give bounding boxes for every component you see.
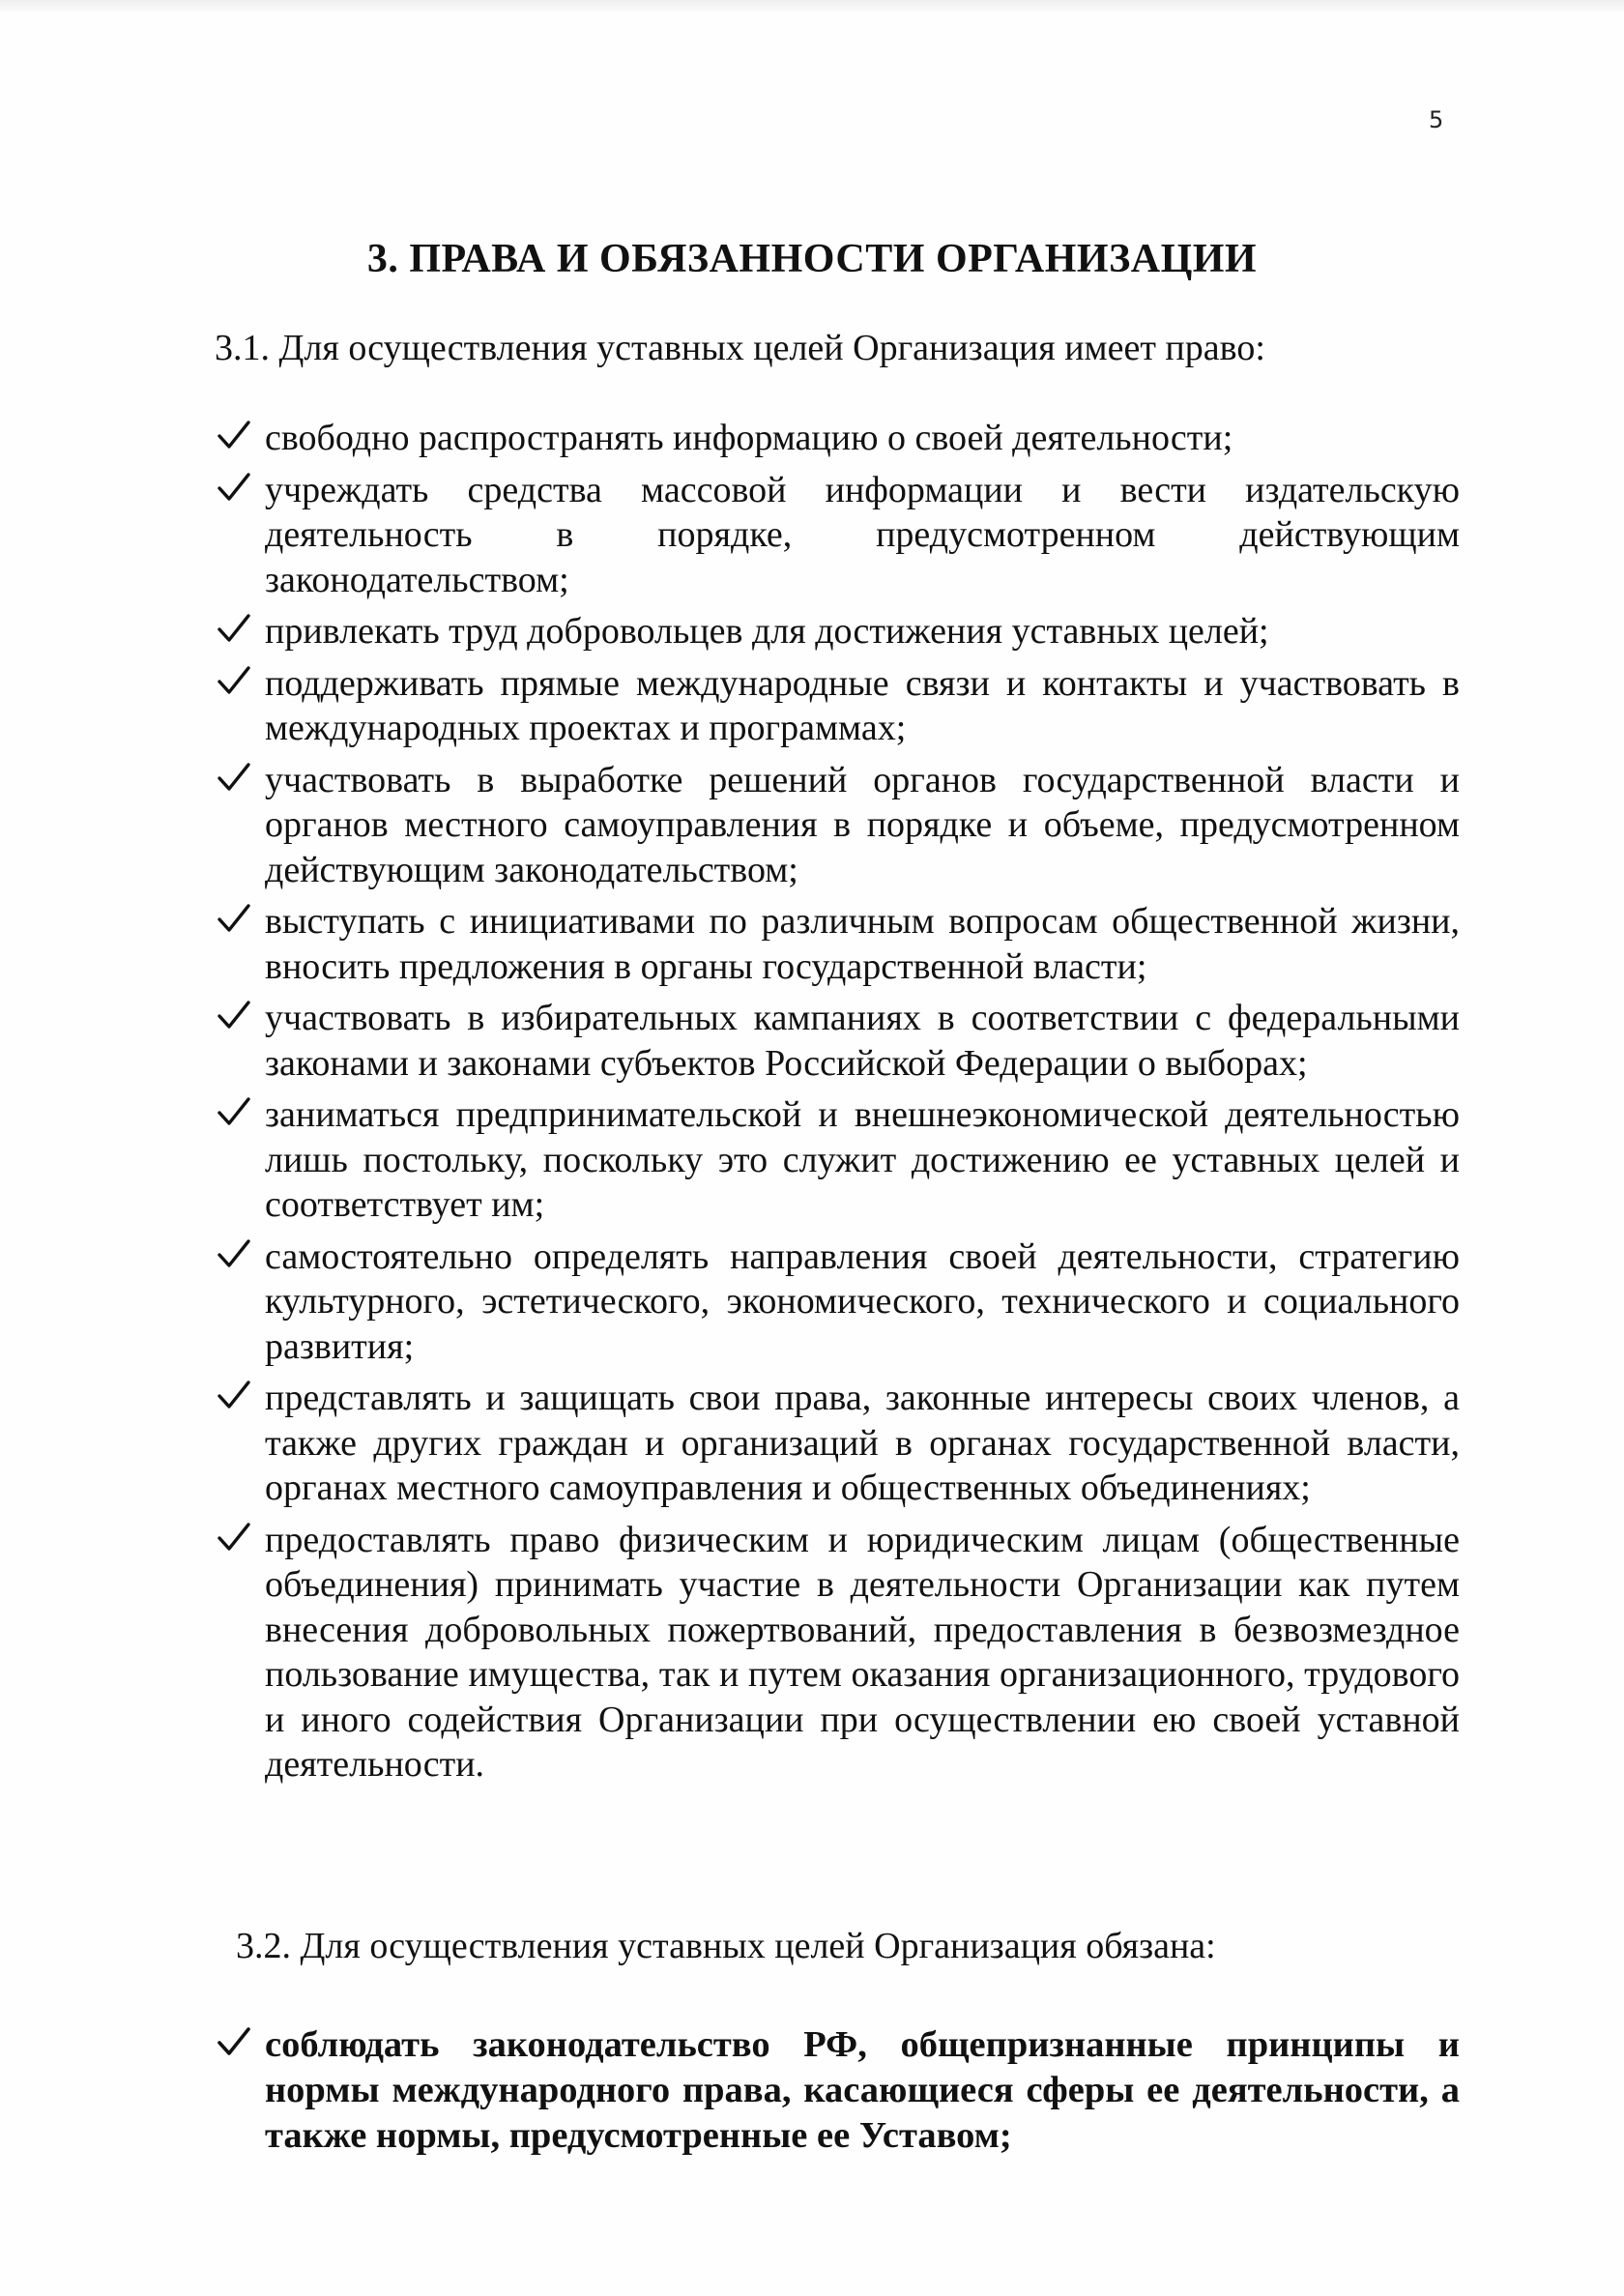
check-icon	[217, 1237, 251, 1270]
check-icon	[217, 1521, 251, 1554]
section-3-1-intro: 3.1. Для осуществления уставных целей Организация имеет право:	[215, 328, 1265, 368]
list-item	[215, 2022, 1460, 2159]
page-number: 5	[1429, 106, 1444, 133]
list-item	[215, 661, 1460, 751]
list-item	[215, 1092, 1460, 1228]
list-item-text: выступать с инициативами по различным вопросам общественной жизни, вносить предложения в органы государственной власти;	[265, 901, 1460, 987]
list-item-text: соблюдать законодательство РФ, общепризнанные принципы и нормы международного права, касающиеся сферы ее деятельности, а также нормы, предусмотренные ее Уставом;	[265, 2024, 1460, 2156]
scan-edge	[0, 0, 1624, 14]
check-icon	[217, 612, 251, 645]
check-icon	[217, 419, 251, 451]
check-icon	[217, 471, 251, 504]
list-item	[215, 996, 1460, 1086]
list-item-text: учреждать средства массовой информации и вести издательскую деятельность в порядке, предусмотренном действующим законодательством;	[265, 469, 1460, 600]
list-item-text: поддерживать прямые международные связи и контакты и участвовать в международных проектах и программах;	[265, 662, 1460, 748]
list-item-text: участвовать в избирательных кампаниях в соответствии с федеральными законами и законами субъектов Российской Федерации о выборах;	[265, 998, 1460, 1084]
section-heading: 3. ПРАВА И ОБЯЗАННОСТИ ОРГАНИЗАЦИИ	[366, 237, 1258, 281]
list-item-text: свободно распространять информацию о своей деятельности;	[265, 418, 1233, 458]
rights-list	[215, 416, 1460, 1794]
list-item	[215, 758, 1460, 893]
check-icon	[217, 1379, 251, 1411]
list-item	[215, 468, 1460, 603]
check-icon	[217, 761, 251, 794]
check-icon	[217, 664, 251, 697]
list-item-text: самостоятельно определять направления своей деятельности, стратегию культурного, эстетического, экономического, технического и социального развития;	[265, 1235, 1460, 1367]
list-item-text: участвовать в выработке решений органов государственной власти и органов местного самоуправления в порядке и объеме, предусмотренном действующим законодательством;	[265, 759, 1460, 890]
list-item	[215, 1518, 1460, 1787]
list-item-text: предоставлять право физическим и юридическим лицам (общественные объединения) принимать участие в деятельности Организации как путем внесения добровольных пожертвований, предоставления в безвозмездное пользование имущества, так и путем оказания организационного, трудового и иного содействия Организации при осуществлении ею своей уставной деятельности.	[265, 1519, 1460, 1785]
section-3-2-intro: 3.2. Для осуществления уставных целей Организация обязана:	[236, 1926, 1216, 1966]
list-item-text: представлять и защищать свои права, законные интересы своих членов, а также других граждан и организаций в органах государственной власти, органах местного самоуправления и общественных объединениях;	[265, 1378, 1460, 1508]
obligations-list	[215, 2022, 1460, 2165]
list-item-text: заниматься предпринимательской и внешнеэкономической деятельностью лишь постольку, поскольку это служит достижению ее уставных целей и соответствует им;	[265, 1094, 1460, 1225]
list-item	[215, 416, 1460, 461]
list-item	[215, 609, 1460, 654]
list-item-text: привлекать труд добровольцев для достижения уставных целей;	[265, 611, 1269, 652]
list-item	[215, 1235, 1460, 1370]
check-icon	[217, 1095, 251, 1128]
list-item	[215, 1376, 1460, 1511]
check-icon	[217, 999, 251, 1032]
list-item	[215, 899, 1460, 989]
check-icon	[217, 2025, 251, 2058]
check-icon	[217, 902, 251, 935]
